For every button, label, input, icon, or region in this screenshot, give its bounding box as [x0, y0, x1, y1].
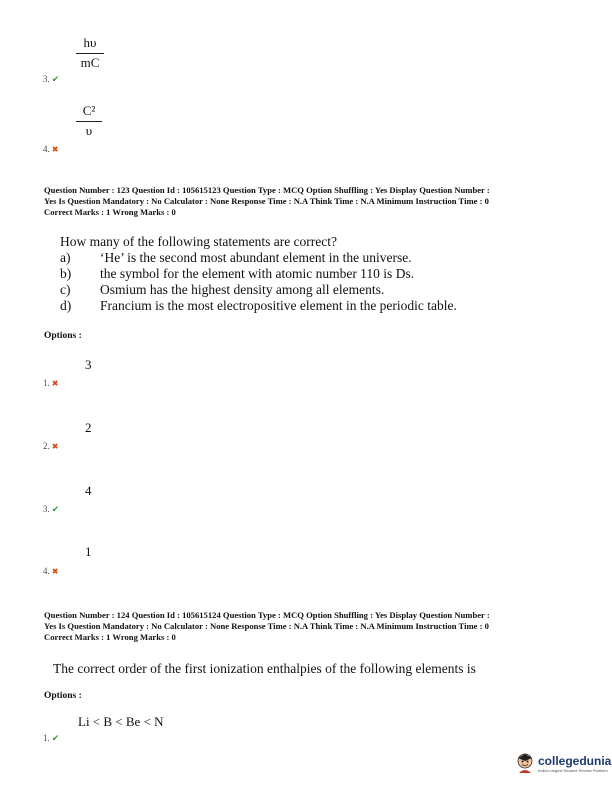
statement-text: Osmium has the highest density among all elements.	[100, 282, 385, 297]
q123-option-2-value: 2	[85, 420, 92, 435]
correct-check-icon: ✔	[51, 74, 60, 84]
statement-c	[60, 282, 540, 298]
q123-option-4-number: 4. ✖	[43, 566, 59, 576]
prev-option-4-fraction	[76, 104, 102, 139]
correct-check-icon: ✔	[51, 504, 60, 514]
collegedunia-logo	[515, 752, 611, 774]
meta-line-1: Question Number : 124 Question Id : 105615124 Question Type : MCQ Option Shuffling : Yes Display Question Number :	[44, 610, 490, 620]
prev-option-4-number: 4. ✖	[43, 144, 59, 154]
question-124-meta	[44, 610, 584, 644]
meta-line-2: Yes Is Question Mandatory : No Calculator : None Response Time : N.A Think Time : N.A Minimum Instruction Time : 0	[44, 196, 489, 207]
fraction-bar	[76, 53, 104, 54]
question-123-text: How many of the following statements are correct?	[60, 234, 338, 249]
statement-a	[60, 250, 540, 266]
question-123-options-label: Options :	[44, 331, 82, 341]
question-123-meta	[44, 185, 584, 219]
q124-option-1-number: 1. ✔	[43, 733, 60, 743]
fraction-numerator: hυ	[83, 35, 97, 50]
correct-check-icon: ✔	[51, 733, 60, 743]
mascot-icon	[515, 752, 535, 774]
wrong-cross-icon: ✖	[51, 145, 59, 154]
statement-label: c)	[60, 282, 71, 297]
q123-option-3-number: 3. ✔	[43, 504, 60, 514]
logo-brand-text: collegedunia	[538, 753, 612, 768]
question-124-text: The correct order of the first ionization enthalpies of the following elements is	[53, 661, 476, 676]
statement-label: b)	[60, 266, 72, 281]
fraction-denominator: υ	[85, 123, 93, 139]
q123-option-4-value: 1	[85, 544, 92, 559]
prev-option-3-number: 3. ✔	[43, 74, 60, 84]
q123-option-1-number: 1. ✖	[43, 378, 59, 388]
logo-tagline: India's largest Student Review Platform	[538, 767, 608, 773]
wrong-cross-icon: ✖	[51, 379, 59, 388]
statement-text: ‘He’ is the second most abundant element in the universe.	[100, 250, 412, 265]
meta-line-3: Correct Marks : 1 Wrong Marks : 0	[44, 207, 176, 218]
fraction-bar	[76, 121, 102, 122]
prev-option-3-fraction	[76, 36, 104, 71]
statement-d	[60, 298, 540, 314]
meta-line-1: Question Number : 123 Question Id : 105615123 Question Type : MCQ Option Shuffling : Yes Display Question Number :	[44, 185, 490, 195]
fraction-denominator: mC	[80, 55, 100, 71]
statement-b	[60, 266, 540, 282]
fraction-numerator: C²	[82, 103, 96, 118]
q123-option-3-value: 4	[85, 483, 92, 498]
wrong-cross-icon: ✖	[51, 567, 59, 576]
q123-option-1-value: 3	[85, 357, 92, 372]
wrong-cross-icon: ✖	[51, 442, 59, 451]
meta-line-2: Yes Is Question Mandatory : No Calculator : None Response Time : N.A Think Time : N.A Minimum Instruction Time : 0	[44, 621, 489, 632]
question-124-options-label: Options :	[44, 691, 82, 701]
statement-text: the symbol for the element with atomic number 110 is Ds.	[100, 266, 415, 281]
q124-option-1-value: Li < B < Be < N	[78, 714, 164, 729]
question-123-statements	[60, 250, 540, 314]
meta-line-3: Correct Marks : 1 Wrong Marks : 0	[44, 632, 176, 643]
statement-text: Francium is the most electropositive element in the periodic table.	[100, 298, 457, 313]
statement-label: d)	[60, 298, 72, 313]
statement-label: a)	[60, 250, 71, 265]
q123-option-2-number: 2. ✖	[43, 441, 59, 451]
